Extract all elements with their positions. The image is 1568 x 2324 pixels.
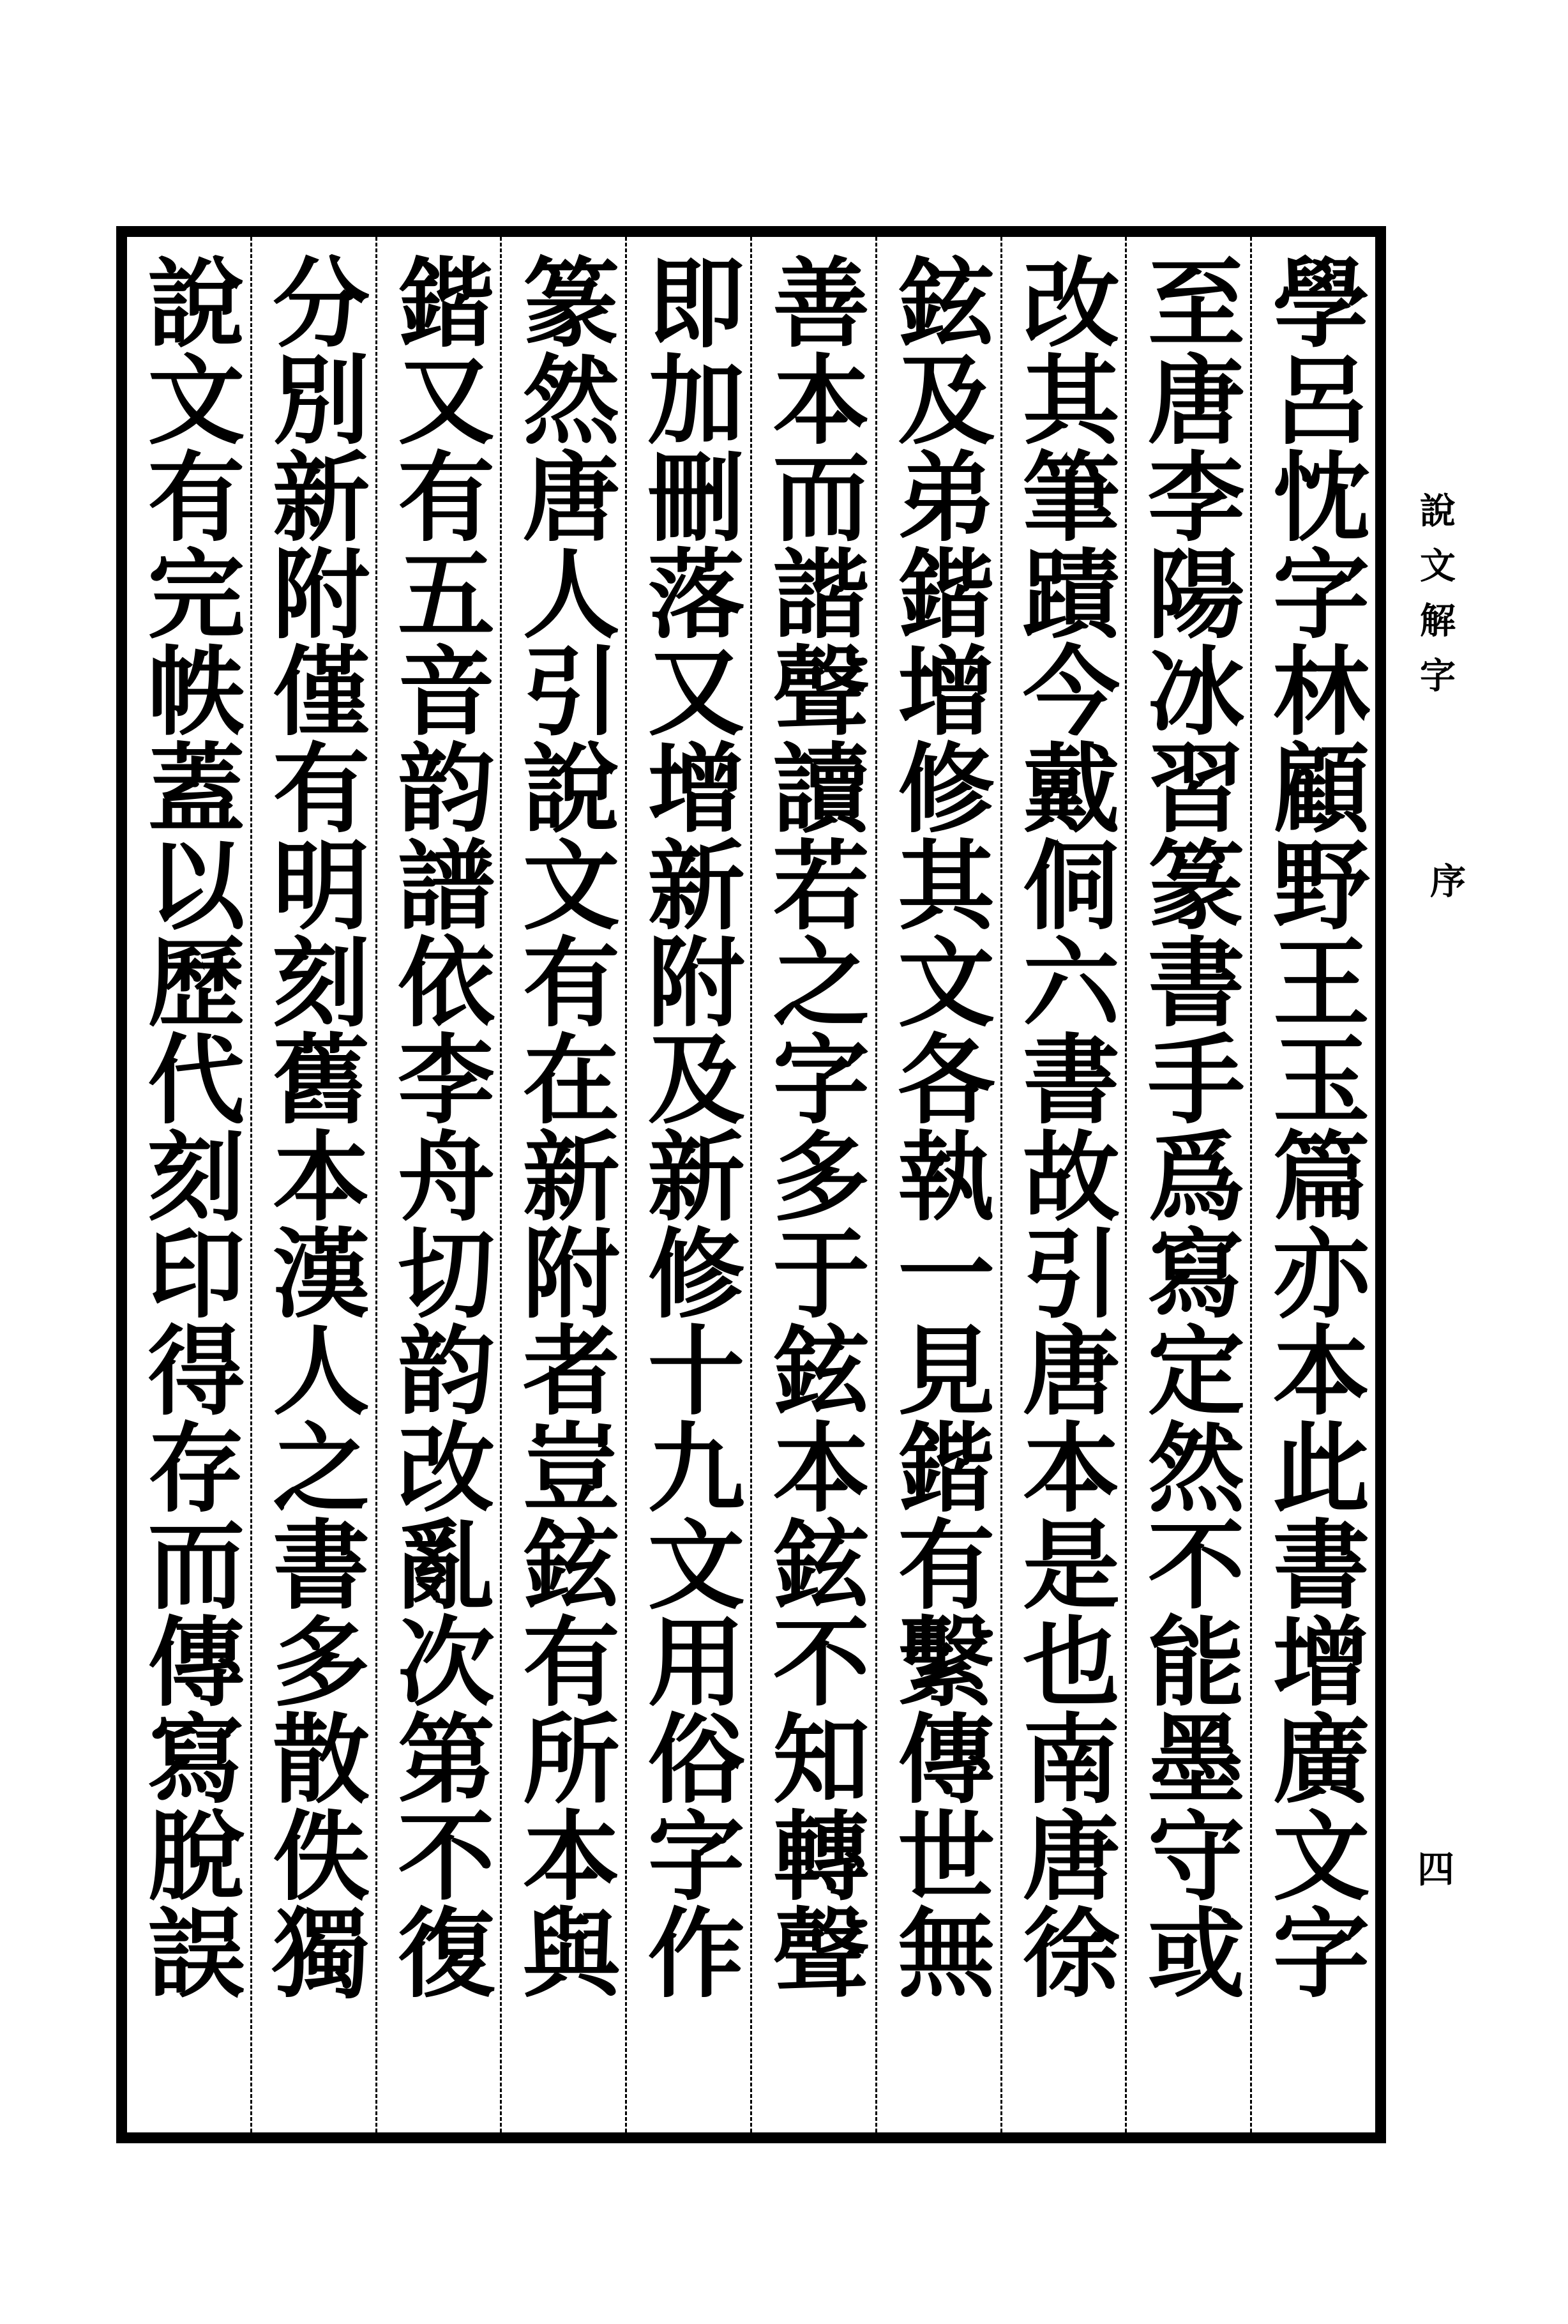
text-frame — [116, 226, 1386, 2143]
column-text: 鉉及弟鍇增修其文各執一見鍇有繫傳世無 — [882, 252, 997, 2000]
text-column-8 — [375, 237, 501, 2132]
column-text: 改其筆蹟今戴侗六書故引唐本是也南唐徐 — [1007, 252, 1121, 2000]
text-column-7 — [500, 237, 625, 2132]
text-column-4 — [875, 237, 1000, 2132]
text-column-10 — [127, 237, 250, 2132]
text-column-2 — [1125, 237, 1250, 2132]
text-column-6 — [625, 237, 750, 2132]
page-number: 四 — [1417, 1848, 1455, 1891]
column-text: 鍇又有五音韵譜依李舟切韵改亂次第不復 — [382, 252, 497, 2000]
column-text: 即加刪落又增新附及新修十九文用俗字作 — [631, 252, 746, 2000]
text-column-1 — [1250, 237, 1375, 2132]
text-columns — [127, 237, 1375, 2132]
column-text: 分別新附僅有明刻舊本漢人之書多散佚獨 — [257, 252, 372, 2000]
text-column-3 — [1000, 237, 1126, 2132]
margin-book-title: 說文解字 — [1414, 492, 1456, 711]
text-column-9 — [250, 237, 375, 2132]
column-text: 善本而諧聲讀若之字多于鉉本鉉不知轉聲 — [757, 252, 871, 2000]
margin-section-label: 序 — [1424, 862, 1466, 898]
column-text: 說文有完帙蓋以歷代刻印得存而傳寫脫誤 — [132, 252, 246, 2000]
column-text: 篆然唐人引說文有在新附者豈鉉有所本與 — [506, 252, 621, 2000]
text-column-5 — [750, 237, 875, 2132]
column-text: 學呂忱字林顧野王玉篇亦本此書增廣文字 — [1256, 252, 1371, 2000]
column-text: 至唐李陽冰習篆書手爲寫定然不能墨守或 — [1131, 252, 1246, 2000]
